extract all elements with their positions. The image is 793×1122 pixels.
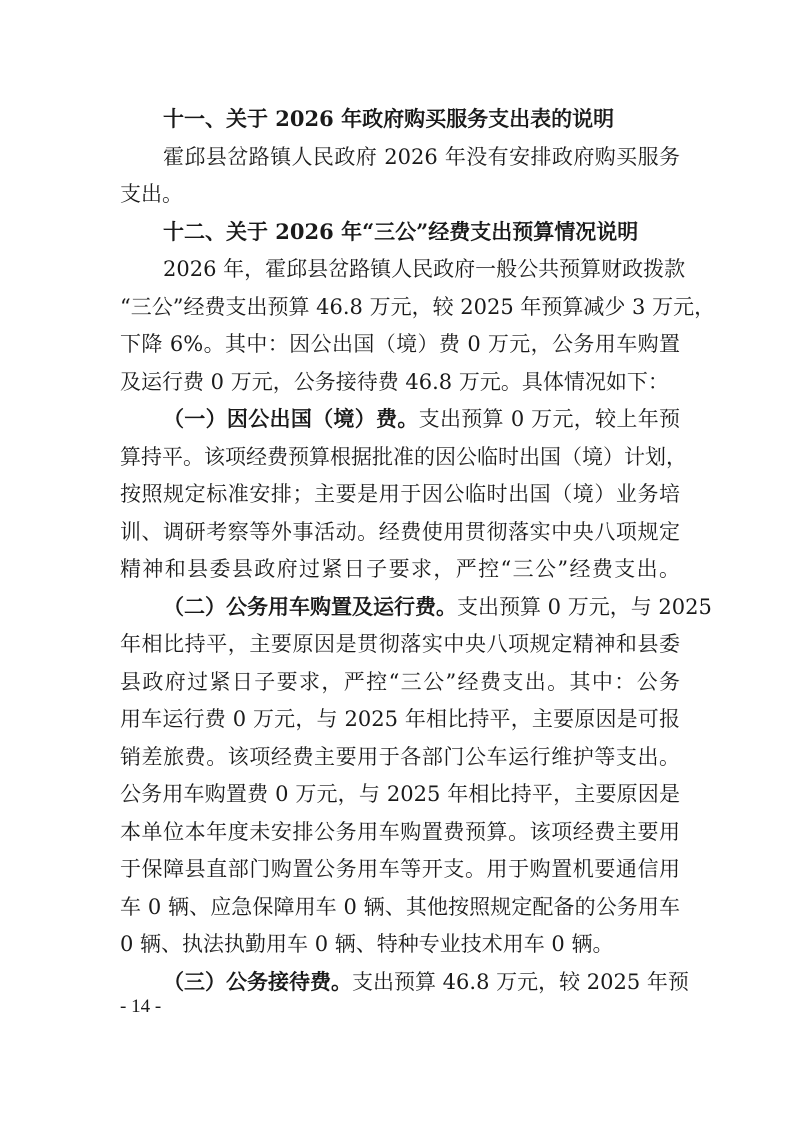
line-text: 霍邱县岔路镇人民政府 2026 年没有安排政府购买服务: [163, 144, 680, 169]
line-text: 县政府过紧日子要求，严控“三公”经费支出。其中：公务: [120, 669, 680, 694]
line-text: 下降 6%。其中：因公出国（境）费 0 万元，公务用车购置: [120, 332, 680, 356]
line-text: 支出预算 0 万元，较上年预: [418, 407, 680, 431]
line-text: 算持平。该项经费预算根据批准的因公临时出国（境）计划，: [120, 444, 687, 469]
text-line: [163, 404, 680, 434]
text-line: [120, 929, 680, 959]
text-line: [163, 254, 686, 284]
text-line: [120, 667, 680, 697]
line-text: 2026 年，霍邱县岔路镇人民政府一般公共预算财政拨款: [163, 257, 686, 281]
text-line: [120, 329, 680, 359]
text-line: [120, 779, 680, 809]
line-text: 公务用车购置费 0 万元，与 2025 年相比持平，主要原因是: [120, 782, 680, 806]
line-text: 训、调研考察等外事活动。经费使用贯彻落实中央八项规定: [120, 519, 680, 544]
page-number: - 14 -: [120, 996, 162, 1017]
line-text: 0 辆、执法执勤用车 0 辆、特种专业技术用车 0 辆。: [120, 932, 614, 956]
line-text: 车 0 辆、应急保障用车 0 辆、其他按照规定配备的公务用车: [120, 894, 680, 919]
line-text: 支出预算 0 万元，与 2025: [457, 594, 712, 619]
text-line: [120, 442, 687, 472]
text-line: [120, 704, 680, 734]
line-text: 支出。: [120, 182, 183, 206]
line-text: 及运行费 0 万元，公务接待费 46.8 万元。具体情况如下：: [120, 369, 669, 394]
line-text: 支出预算 46.8 万元，较 2025 年预: [352, 969, 689, 994]
text-line: [120, 742, 680, 772]
section-heading: [163, 217, 680, 247]
text-line: [120, 479, 680, 509]
subsection-title: （一）因公出国（境）费。: [163, 406, 419, 431]
subsection-title: （三）公务接待费。: [163, 968, 352, 994]
text-line: [120, 629, 680, 659]
line-text: 年相比持平，主要原因是贯彻落实中央八项规定精神和县委: [120, 632, 680, 656]
section-heading: [163, 104, 680, 134]
text-line: [120, 554, 680, 584]
text-line: [163, 967, 689, 997]
line-text: 用车运行费 0 万元，与 2025 年相比持平，主要原因是可报: [120, 707, 680, 731]
text-line: [120, 817, 680, 847]
text-line: [163, 142, 680, 172]
line-text: 十二、关于 2026 年“三公”经费支出预算情况说明: [163, 218, 639, 244]
subsection-title: （二）公务用车购置及运行费。: [163, 593, 457, 619]
text-line: [120, 854, 680, 884]
line-text: 精神和县委县政府过紧日子要求，严控“三公”经费支出。: [120, 557, 680, 581]
line-text: “三公”经费支出预算 46.8 万元，较 2025 年预算减少 3 万元，: [120, 294, 716, 319]
text-line: [163, 592, 712, 622]
line-text: 于保障县直部门购置公务用车等开支。用于购置机要通信用: [120, 857, 680, 881]
text-line: [120, 367, 680, 397]
line-text: 按照规定标准安排；主要是用于因公临时出国（境）业务培: [120, 482, 680, 506]
text-line: [120, 292, 716, 322]
text-line: [120, 517, 680, 547]
text-line: [120, 892, 680, 922]
line-text: 销差旅费。该项经费主要用于各部门公车运行维护等支出。: [120, 744, 680, 769]
text-line: [120, 179, 680, 209]
line-text: 十一、关于 2026 年政府购买服务支出表的说明: [163, 106, 615, 131]
line-text: 本单位本年度未安排公务用车购置费预算。该项经费主要用: [120, 819, 680, 844]
